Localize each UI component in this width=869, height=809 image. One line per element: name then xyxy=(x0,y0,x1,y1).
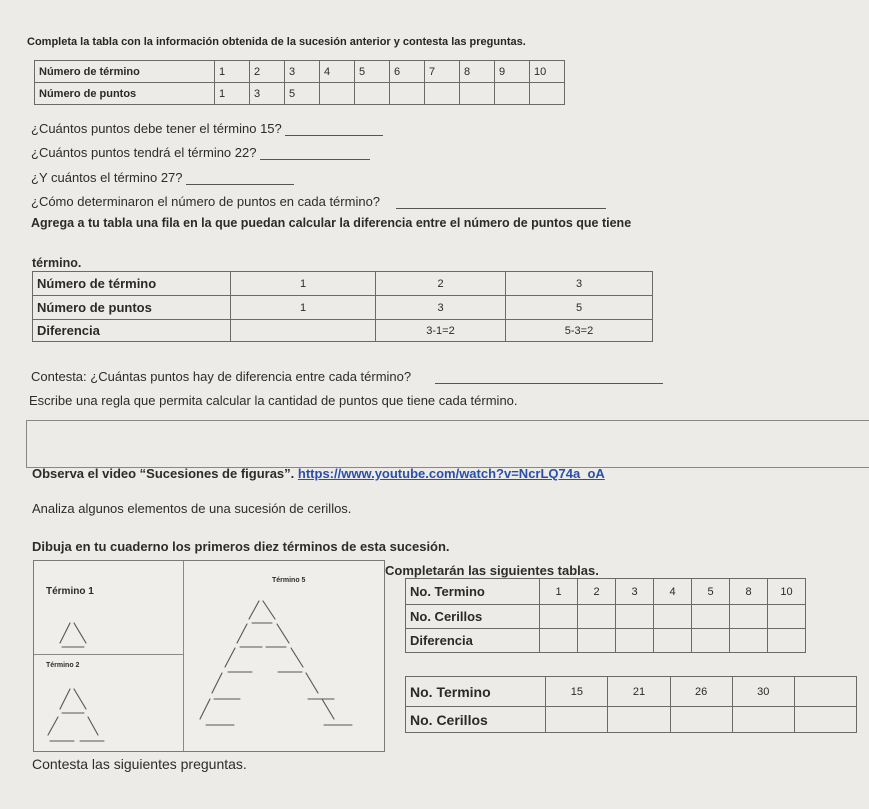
table-cell: 3 xyxy=(506,272,653,296)
table-cell[interactable] xyxy=(578,629,616,653)
table-cell: 8 xyxy=(730,579,768,605)
table-cell: 10 xyxy=(530,61,565,83)
table-row xyxy=(406,629,806,653)
table-cell: 3 xyxy=(616,579,654,605)
row-label-difference: Diferencia xyxy=(406,629,540,653)
table-cell: 26 xyxy=(670,677,732,707)
matchstick-figures xyxy=(34,561,384,751)
figure-label-term-1: Término 1 xyxy=(46,586,94,597)
table-cell[interactable] xyxy=(794,677,856,707)
table-cell: 3 xyxy=(285,61,320,83)
table-cell[interactable] xyxy=(578,605,616,629)
row-label-difference: Diferencia xyxy=(33,320,231,342)
table-cell: 5-3=2 xyxy=(506,320,653,342)
table-cell: 6 xyxy=(390,61,425,83)
answer-blank[interactable] xyxy=(435,383,663,384)
table-cell[interactable] xyxy=(530,83,565,105)
table-cell xyxy=(231,320,376,342)
table-cell: 5 xyxy=(506,296,653,320)
table-cell: 5 xyxy=(285,83,320,105)
table-cell: 1 xyxy=(231,296,376,320)
table-cell: 3 xyxy=(376,296,506,320)
sequence-table xyxy=(34,60,565,105)
tables-instruction: Completarán las siguientes tablas. xyxy=(385,563,599,578)
table-cell[interactable] xyxy=(730,629,768,653)
table-cell[interactable] xyxy=(320,83,355,105)
table-cell[interactable] xyxy=(540,605,578,629)
table-cell: 2 xyxy=(578,579,616,605)
video-link[interactable]: https://www.youtube.com/watch?v=NcrLQ74a_oA xyxy=(297,466,605,481)
table-cell[interactable] xyxy=(390,83,425,105)
table-header-points: Número de puntos xyxy=(35,83,215,105)
table-cell[interactable] xyxy=(654,605,692,629)
difference-table xyxy=(32,271,653,342)
table-cell[interactable] xyxy=(768,605,806,629)
table-cell: 7 xyxy=(425,61,460,83)
answer-blank[interactable] xyxy=(285,135,383,136)
question-3 xyxy=(31,170,294,185)
table-cell[interactable] xyxy=(546,707,608,733)
table-cell: 5 xyxy=(355,61,390,83)
table-cell: 2 xyxy=(250,61,285,83)
table-cell: 1 xyxy=(215,61,250,83)
table-cell: 30 xyxy=(732,677,794,707)
instruction-heading: Completa la tabla con la información obtenida de la sucesión anterior y contesta las preguntas. xyxy=(27,36,526,48)
table-cell: 5 xyxy=(692,579,730,605)
table-cell: 3-1=2 xyxy=(376,320,506,342)
figure-label-term-5: Término 5 xyxy=(272,577,306,584)
analyze-instruction: Analiza algunos elementos de una sucesión de cerillos. xyxy=(32,501,352,516)
table-cell: 15 xyxy=(546,677,608,707)
table-row xyxy=(406,605,806,629)
table-cell: 1 xyxy=(215,83,250,105)
table-cell: 4 xyxy=(320,61,355,83)
table-cell[interactable] xyxy=(730,605,768,629)
instruction-add-row: Agrega a tu tabla una fila en la que puedan calcular la diferencia entre el número de puntos que tiene xyxy=(31,216,632,230)
table-row xyxy=(35,61,565,83)
matchstick-table-large xyxy=(405,676,857,733)
row-label-matchsticks: No. Cerillos xyxy=(406,707,546,733)
table-row xyxy=(33,296,653,320)
table-row xyxy=(406,707,857,733)
row-label-points: Número de puntos xyxy=(33,296,231,320)
header-term: No. Termino xyxy=(406,677,546,707)
table-cell: 2 xyxy=(376,272,506,296)
header-term: No. Termino xyxy=(406,579,540,605)
table-row xyxy=(33,272,653,296)
question-text: ¿Cómo determinaron el número de puntos en cada término? xyxy=(31,194,381,209)
question-1 xyxy=(31,121,383,136)
table-cell[interactable] xyxy=(670,707,732,733)
table-cell: 8 xyxy=(460,61,495,83)
table-cell[interactable] xyxy=(616,629,654,653)
table-cell[interactable] xyxy=(616,605,654,629)
footer-instruction: Contesta las siguientes preguntas. xyxy=(32,756,247,772)
rule-answer-box[interactable] xyxy=(26,420,869,468)
draw-instruction: Dibuja en tu cuaderno los primeros diez términos de esta sucesión. xyxy=(32,539,450,554)
row-label-matchsticks: No. Cerillos xyxy=(406,605,540,629)
question-text: ¿Y cuántos el término 27? xyxy=(31,170,183,185)
video-instruction xyxy=(32,466,605,481)
instruction-add-row-cont: término. xyxy=(32,256,82,270)
answer-blank[interactable] xyxy=(260,159,370,160)
matchstick-table xyxy=(405,578,806,653)
table-cell: 1 xyxy=(231,272,376,296)
table-header-term: Número de término xyxy=(35,61,215,83)
table-row xyxy=(406,579,806,605)
table-row xyxy=(35,83,565,105)
table-cell[interactable] xyxy=(794,707,856,733)
table-cell[interactable] xyxy=(460,83,495,105)
answer-blank[interactable] xyxy=(186,184,294,185)
table-cell: 3 xyxy=(250,83,285,105)
table-cell: 1 xyxy=(540,579,578,605)
table-cell: 9 xyxy=(495,61,530,83)
table-cell[interactable] xyxy=(654,629,692,653)
table-cell[interactable] xyxy=(692,605,730,629)
table-cell: 4 xyxy=(654,579,692,605)
video-text: Observa el video “Sucesiones de figuras”. xyxy=(32,466,295,481)
rule-instruction: Escribe una regla que permita calcular la cantidad de puntos que tiene cada término. xyxy=(29,393,518,408)
table-cell[interactable] xyxy=(732,707,794,733)
question-text: ¿Cuántos puntos tendrá el término 22? xyxy=(31,145,257,160)
table-row xyxy=(406,677,857,707)
table-cell[interactable] xyxy=(608,707,670,733)
table-cell[interactable] xyxy=(495,83,530,105)
table-cell[interactable] xyxy=(425,83,460,105)
question-4 xyxy=(31,194,606,209)
table-cell: 10 xyxy=(768,579,806,605)
table-cell[interactable] xyxy=(692,629,730,653)
question-text: ¿Cuántos puntos debe tener el término 15? xyxy=(31,121,282,136)
question-difference xyxy=(31,369,663,384)
table-row xyxy=(33,320,653,342)
figures-panel xyxy=(33,560,385,752)
question-2 xyxy=(31,145,370,160)
figure-label-term-2: Término 2 xyxy=(46,662,80,669)
question-text: Contesta: ¿Cuántas puntos hay de diferencia entre cada término? xyxy=(31,369,412,384)
answer-blank[interactable] xyxy=(396,208,606,209)
table-cell: 21 xyxy=(608,677,670,707)
table-cell[interactable] xyxy=(355,83,390,105)
row-label-term: Número de término xyxy=(33,272,231,296)
table-cell[interactable] xyxy=(540,629,578,653)
table-cell[interactable] xyxy=(768,629,806,653)
